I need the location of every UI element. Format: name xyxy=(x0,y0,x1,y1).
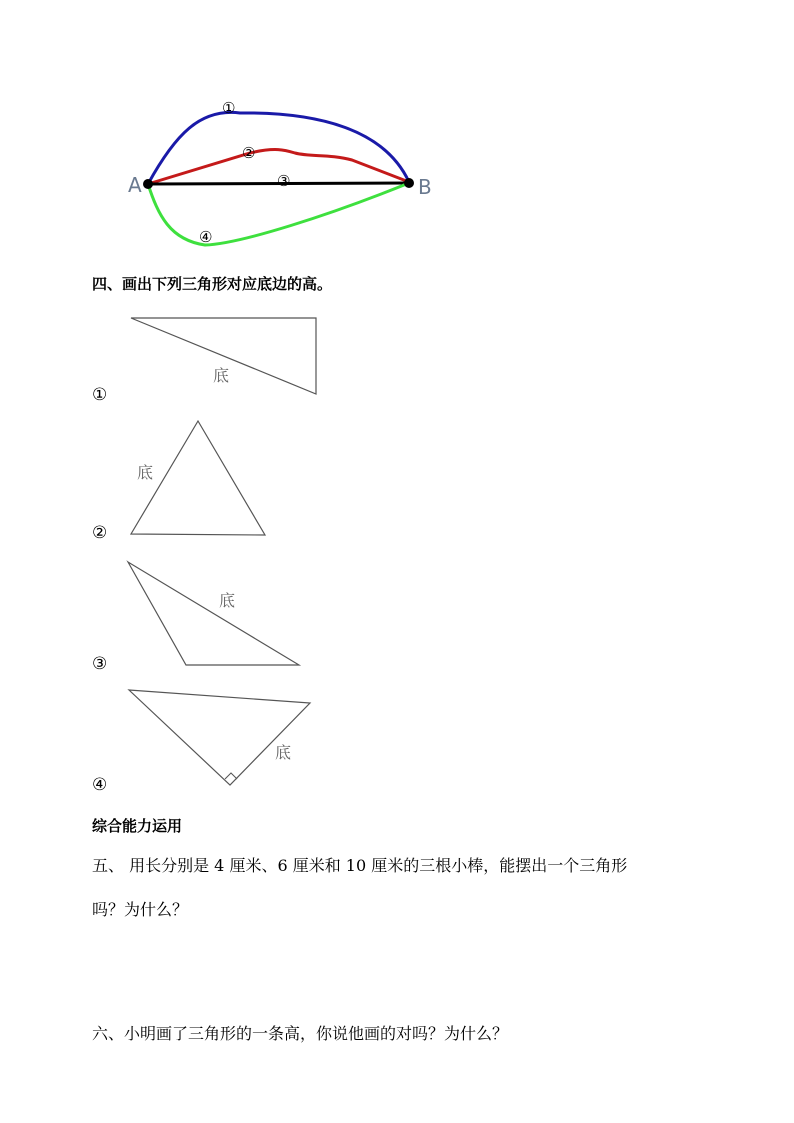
route-2-label: ② xyxy=(242,144,256,162)
section6-text: 六、小明画了三角形的一条高，你说他画的对吗？为什么？ xyxy=(92,1024,509,1043)
route-4-label: ④ xyxy=(199,228,213,246)
triangle-1-base-label: 底 xyxy=(213,366,230,385)
triangle-3-number: ③ xyxy=(92,654,108,674)
triangle-2-number: ② xyxy=(92,523,108,543)
path-figure xyxy=(0,0,794,260)
point-b-dot xyxy=(404,178,414,188)
triangle-3-base-label: 底 xyxy=(219,591,236,610)
route-3-label: ③ xyxy=(277,172,291,190)
route-4-curve xyxy=(148,183,409,245)
triangle-2 xyxy=(0,410,794,550)
right-angle-mark xyxy=(225,773,237,779)
triangle-1 xyxy=(0,300,794,420)
section5-line1: 五、 用长分别是 4 厘米、6 厘米和 10 厘米的三根小棒，能摆出一个三角形 xyxy=(92,856,628,875)
triangle-3 xyxy=(0,550,794,680)
triangle-4-base-label: 底 xyxy=(275,743,292,762)
point-b-label: B xyxy=(418,175,432,199)
triangle-1-number: ① xyxy=(92,385,108,405)
point-a-label: A xyxy=(128,173,142,197)
point-a-dot xyxy=(143,179,153,189)
section-apply-title: 综合能力运用 xyxy=(92,817,183,835)
section4-title: 四、画出下列三角形对应底边的高。 xyxy=(92,275,333,293)
route-1-label: ① xyxy=(222,99,236,117)
triangle-2-base-label: 底 xyxy=(137,463,154,482)
triangle-4 xyxy=(0,680,794,800)
triangle-4-number: ④ xyxy=(92,775,108,795)
section5-line2: 吗？为什么？ xyxy=(92,900,189,919)
